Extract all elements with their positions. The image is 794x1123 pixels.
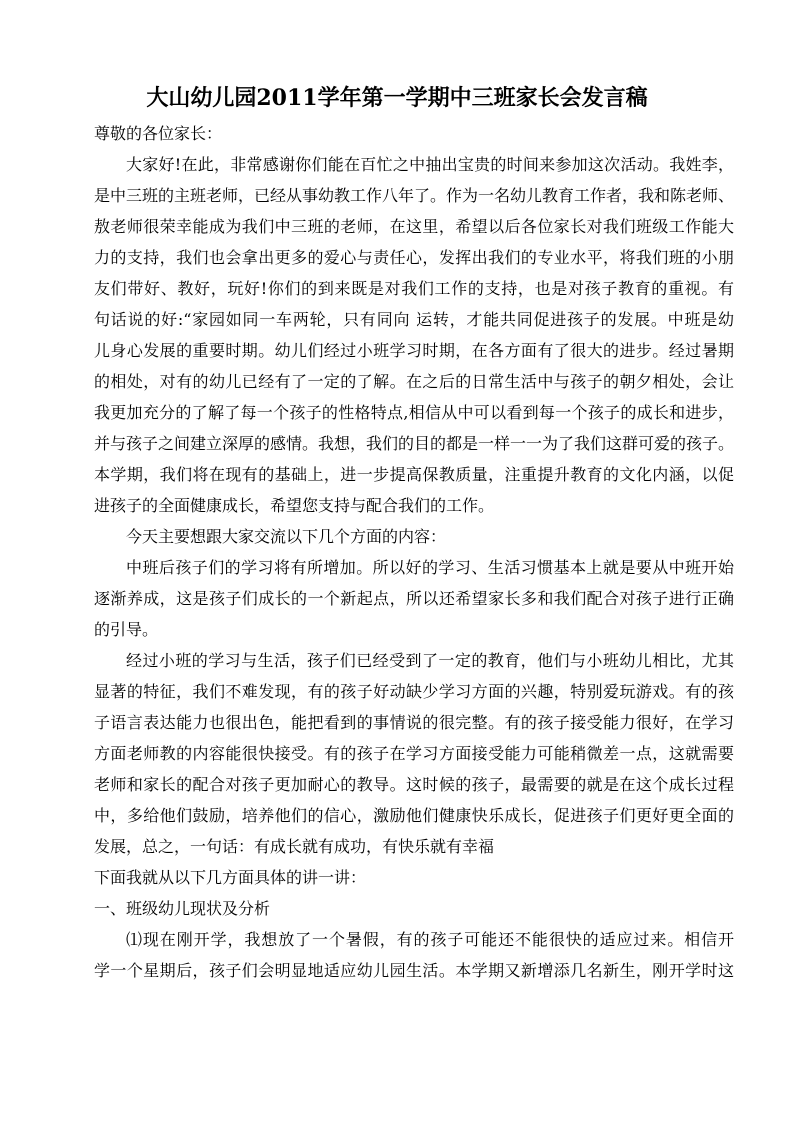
paragraph-line: 下面我就从以下几方面具体的讲一讲： (94, 868, 367, 887)
paragraph-line: 并与孩子之间建立深厚的感情。我想，我们的目的都是一样一一为了我们这群可爱的孩子。 (94, 434, 735, 453)
paragraph-line: 学一个星期后，孩子们会明显地适应幼儿园生活。本学期又新增添几名新生，刚开学时这 (94, 961, 734, 980)
paragraph-line: 今天主要想跟大家交流以下几个方面的内容： (126, 527, 447, 546)
paragraph-line: 力的支持，我们也会拿出更多的爱心与责任心，发挥出我们的专业水平，将我们班的小朋 (94, 248, 734, 267)
paragraph-line: 经过小班的学习与生活，孩子们已经受到了一定的教育，他们与小班幼儿相比，尤其 (126, 651, 734, 670)
document-title: 大山幼儿园2011学年第一学期中三班家长会发言稿 (146, 85, 648, 111)
paragraph-line: 是中三班的主班老师，已经从事幼教工作八年了。作为一名幼儿教育工作者，我和陈老师、 (94, 186, 735, 205)
paragraph-line: 我更加充分的了解了每一个孩子的性格特点,相信从中可以看到每一个孩子的成长和进步， (94, 403, 734, 422)
paragraph-line: 的引导。 (94, 620, 159, 639)
paragraph-line: 进孩子的全面健康成长，希望您支持与配合我们的工作。 (94, 496, 495, 515)
paragraph-line: 中班后孩子们的学习将有所增加。所以好的学习、生活习惯基本上就是要从中班开始 (126, 558, 734, 577)
paragraph-line: 发展，总之，一句话：有成长就有成功，有快乐就有幸福 (94, 837, 495, 856)
paragraph-line: 中，多给他们鼓励，培养他们的信心，激励他们健康快乐成长，促进孩子们更好更全面的 (94, 806, 734, 825)
paragraph-line: 儿身心发展的重要时期。幼儿们经过小班学习时期，在各方面有了很大的进步。经过暑期 (94, 341, 734, 360)
salutation: 尊敬的各位家长： (94, 124, 223, 143)
paragraph-line: 逐渐养成，这是孩子们成长的一个新起点，所以还希望家长多和我们配合对孩子进行正确 (94, 589, 734, 608)
paragraph-line: ⑴现在刚开学，我想放了一个暑假，有的孩子可能还不能很快的适应过来。相信开 (126, 930, 734, 949)
paragraph-line: 大家好!在此，非常感谢你们能在百忙之中抽出宝贵的时间来参加这次活动。我姓李， (126, 155, 734, 174)
paragraph-line: 老师和家长的配合对孩子更加耐心的教导。这时候的孩子，最需要的就是在这个成长过程 (94, 775, 734, 794)
section-heading: 一、班级幼儿现状及分析 (94, 899, 271, 918)
paragraph-line: 敖老师很荣幸能成为我们中三班的老师，在这里，希望以后各位家长对我们班级工作能大 (94, 217, 734, 236)
paragraph-line: 句话说的好:“家园如同一车两轮，只有同向 运转，才能共同促进孩子的发展。中班是幼 (94, 310, 734, 329)
paragraph-line: 本学期，我们将在现有的基础上，进一步提高保教质量，注重提升教育的文化内涵，以促 (94, 465, 734, 484)
paragraph-line: 显著的特征，我们不难发现，有的孩子好动缺少学习方面的兴趣，特别爱玩游戏。有的孩 (94, 682, 734, 701)
paragraph-line: 方面老师教的内容能很快接受。有的孩子在学习方面接受能力可能稍微差一点，这就需要 (94, 744, 734, 763)
paragraph-line: 友们带好、教好，玩好!你们的到来既是对我们工作的支持，也是对孩子教育的重视。有 (94, 279, 734, 298)
paragraph-line: 的相处，对有的幼儿已经有了一定的了解。在之后的日常生活中与孩子的朝夕相处，会让 (94, 372, 734, 391)
paragraph-line: 子语言表达能力也很出色，能把看到的事情说的很完整。有的孩子接受能力很好，在学习 (94, 713, 734, 732)
